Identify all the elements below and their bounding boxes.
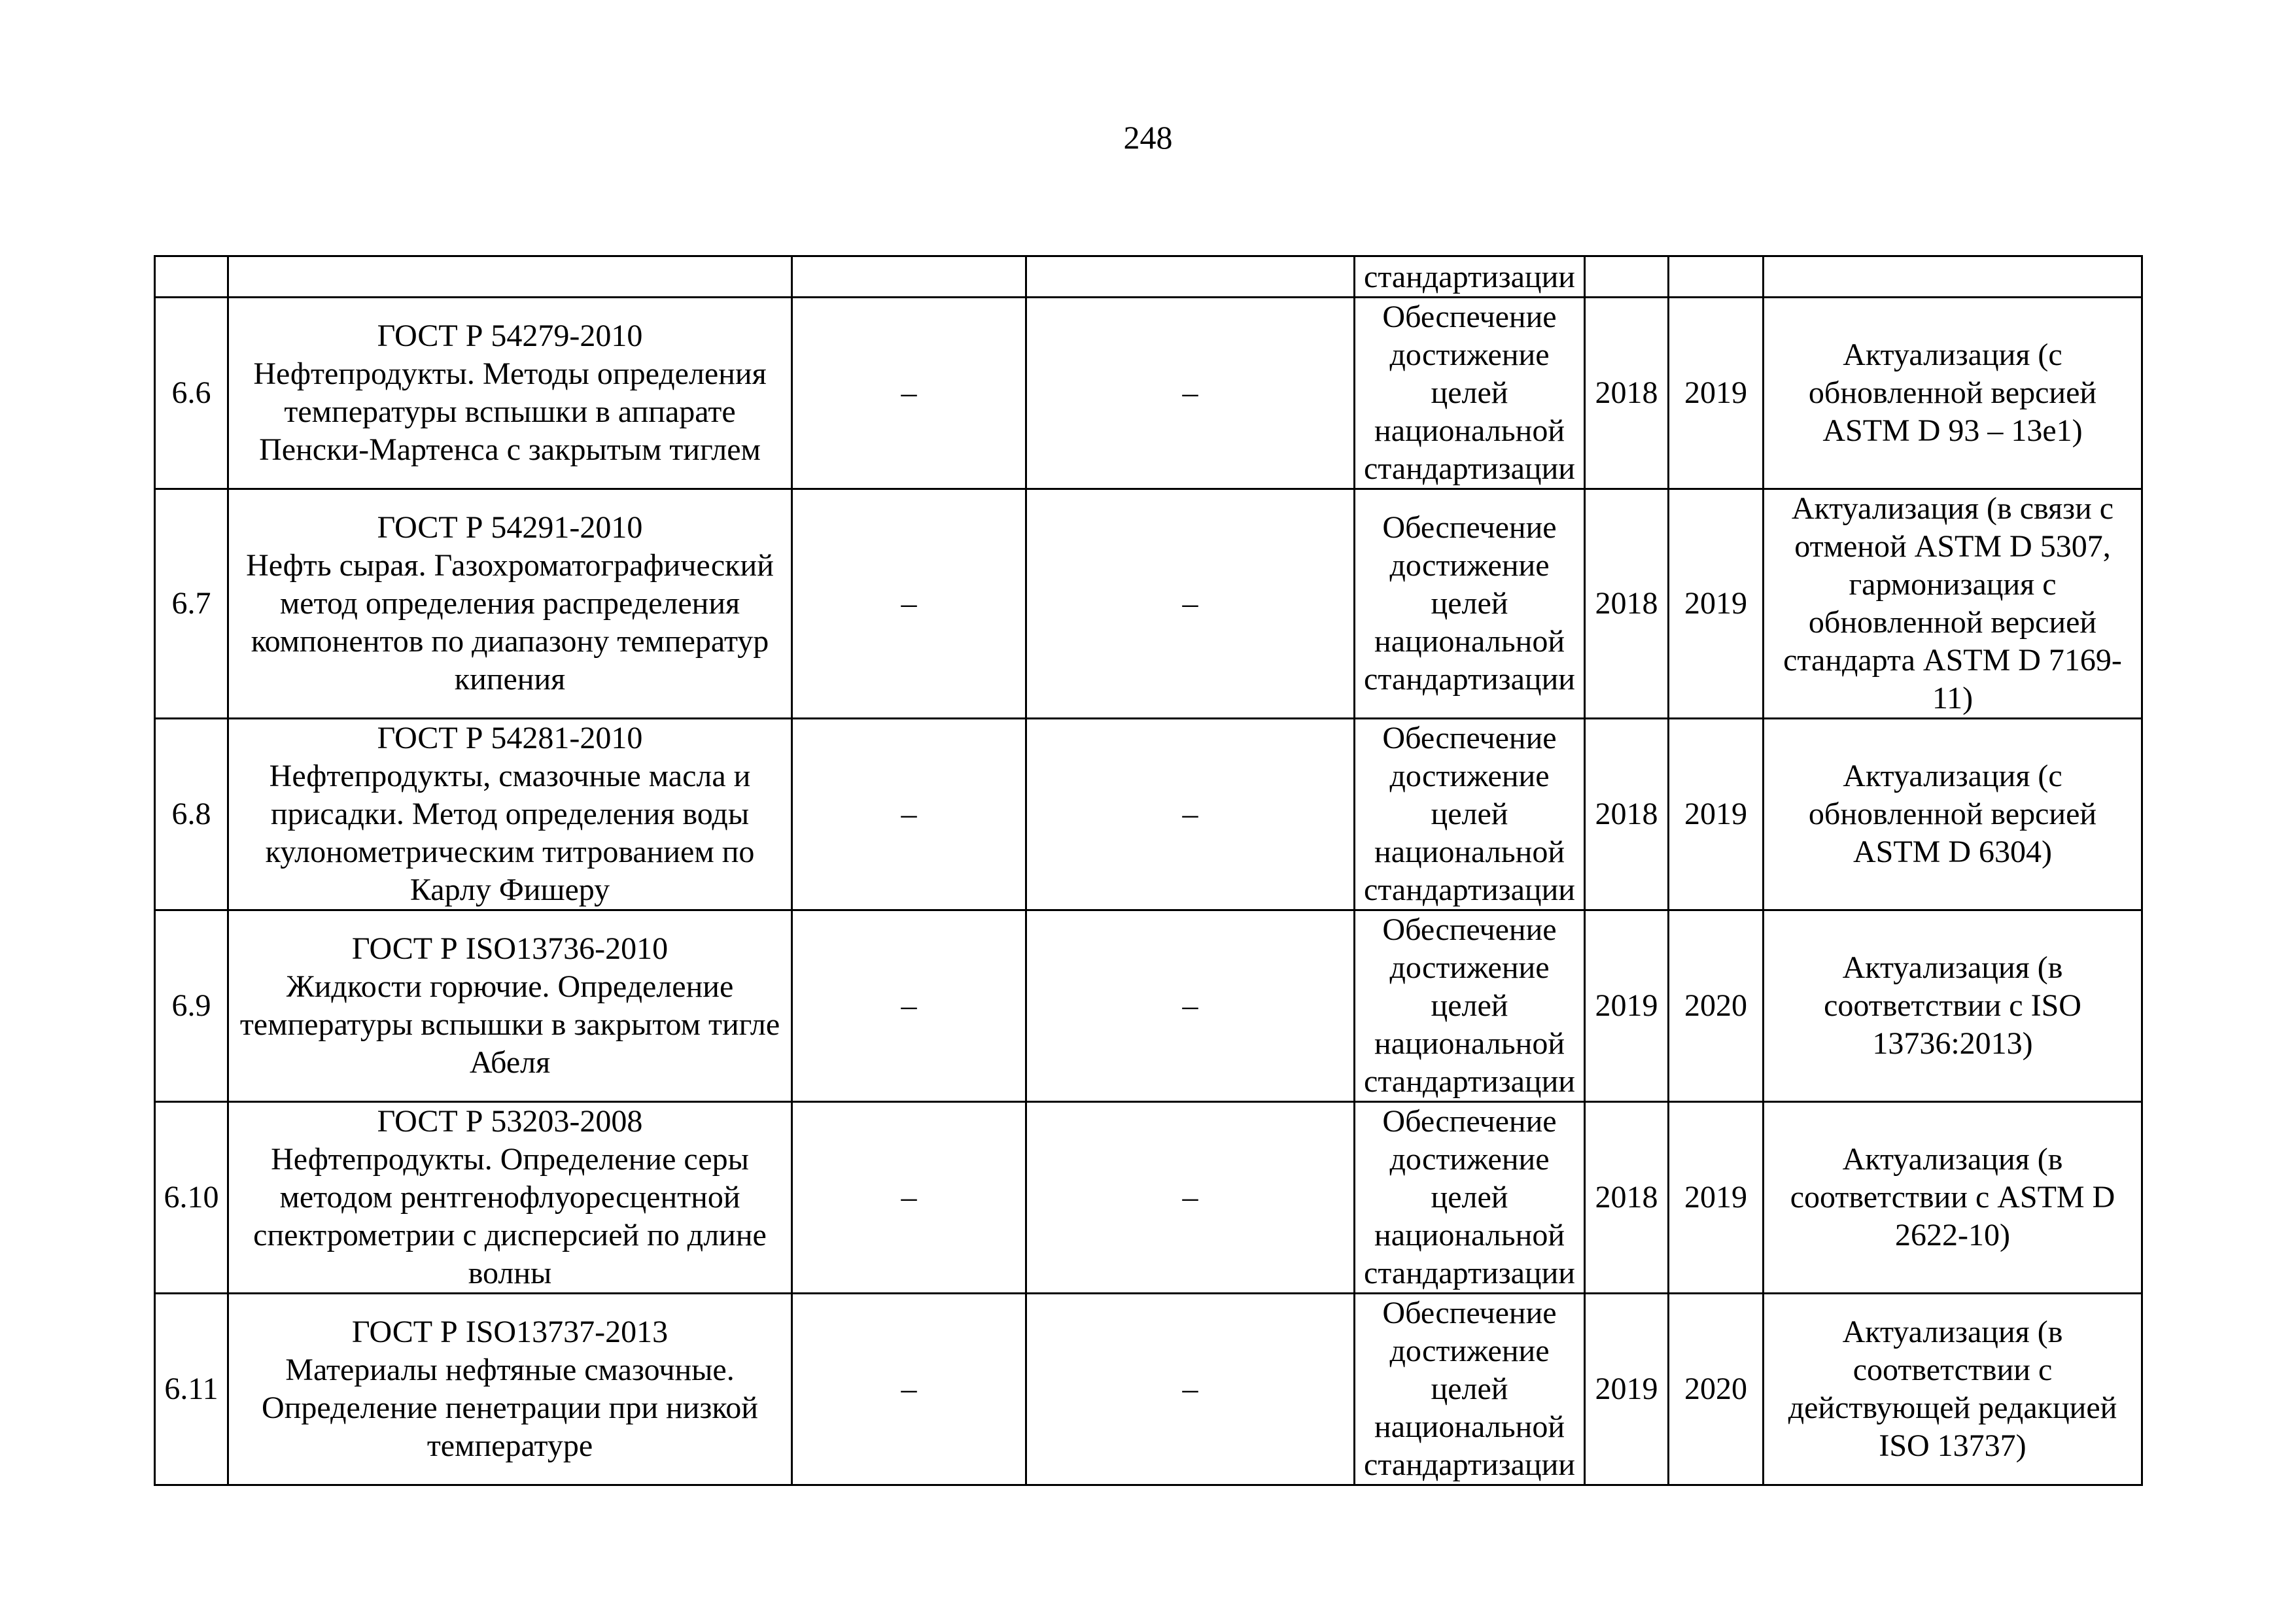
col3-cell: –	[792, 489, 1026, 719]
end-year-cell: 2019	[1669, 719, 1764, 910]
continuation-row	[155, 256, 2142, 298]
page-number: 248	[1123, 119, 1173, 156]
table-row	[155, 1294, 2142, 1485]
col4-cell: –	[1026, 910, 1355, 1102]
row-number: 6.11	[155, 1294, 228, 1485]
document-cell	[228, 298, 792, 489]
note-cell: Актуализация (в соответствии с действующей редакцией ISO 13737)	[1764, 1294, 2142, 1485]
note-cell: Актуализация (с обновленной версией ASTM D 93 – 13e1)	[1764, 298, 2142, 489]
document-cell	[228, 719, 792, 910]
document-title: Нефтепродукты, смазочные масла и присадки. Метод определения воды кулонометрическим титрованием по Карлу Фишеру	[265, 759, 755, 907]
cont-num-cell	[155, 256, 228, 298]
col4-cell: –	[1026, 719, 1355, 910]
purpose-cell: Обеспечение достижение целей национальной стандартизации	[1355, 1294, 1585, 1485]
cont-start-cell	[1585, 256, 1669, 298]
start-year-cell: 2019	[1585, 1294, 1669, 1485]
table-row	[155, 298, 2142, 489]
note-cell: Актуализация (в соответствии с ASTM D 2622-10)	[1764, 1102, 2142, 1294]
document-title: Нефтепродукты. Методы определения температуры вспышки в аппарате Пенски-Мартенса с закрытым тиглем	[253, 356, 767, 467]
document-cell	[228, 1102, 792, 1294]
note-cell: Актуализация (с обновленной версией ASTM D 6304)	[1764, 719, 2142, 910]
document-code: ГОСТ Р ISO13737-2013	[351, 1315, 669, 1349]
document-cell	[228, 489, 792, 719]
purpose-cell: Обеспечение достижение целей национальной стандартизации	[1355, 298, 1585, 489]
note-cell: Актуализация (в связи с отменой ASTM D 5307, гармонизация с обновленной версией стандарта ASTM D 7169-11)	[1764, 489, 2142, 719]
document-code: ГОСТ Р 53203-2008	[377, 1104, 643, 1139]
document-title: Нефть сырая. Газохроматографический метод определения распределения компонентов по диапазону температур кипения	[246, 548, 774, 697]
document-code: ГОСТ Р 54279-2010	[377, 319, 643, 353]
cont-col3-cell	[792, 256, 1026, 298]
standards-table	[154, 255, 2143, 1486]
purpose-cell: Обеспечение достижение целей национальной стандартизации	[1355, 489, 1585, 719]
col3-cell: –	[792, 298, 1026, 489]
start-year-cell: 2018	[1585, 489, 1669, 719]
col3-cell: –	[792, 1294, 1026, 1485]
cont-end-cell	[1669, 256, 1764, 298]
cont-purpose-cell: стандартизации	[1355, 256, 1585, 298]
start-year-cell: 2018	[1585, 298, 1669, 489]
document-title: Жидкости горючие. Определение температуры вспышки в закрытом тигле Абеля	[239, 969, 780, 1080]
col3-cell: –	[792, 719, 1026, 910]
start-year-cell: 2018	[1585, 719, 1669, 910]
start-year-cell: 2018	[1585, 1102, 1669, 1294]
table-row	[155, 910, 2142, 1102]
row-number: 6.10	[155, 1102, 228, 1294]
end-year-cell: 2019	[1669, 298, 1764, 489]
purpose-cell: Обеспечение достижение целей национальной стандартизации	[1355, 1102, 1585, 1294]
end-year-cell: 2020	[1669, 1294, 1764, 1485]
col4-cell: –	[1026, 298, 1355, 489]
row-number: 6.9	[155, 910, 228, 1102]
col3-cell: –	[792, 1102, 1026, 1294]
start-year-cell: 2019	[1585, 910, 1669, 1102]
document-code: ГОСТ Р ISO13736-2010	[351, 931, 669, 966]
table-row	[155, 1102, 2142, 1294]
document-code: ГОСТ Р 54281-2010	[377, 721, 643, 755]
table-row	[155, 719, 2142, 910]
document-cell	[228, 910, 792, 1102]
end-year-cell: 2019	[1669, 1102, 1764, 1294]
cont-col4-cell	[1026, 256, 1355, 298]
cont-doc-cell	[228, 256, 792, 298]
table-row	[155, 489, 2142, 719]
document-cell	[228, 1294, 792, 1485]
purpose-cell: Обеспечение достижение целей национальной стандартизации	[1355, 910, 1585, 1102]
col4-cell: –	[1026, 1102, 1355, 1294]
purpose-cell: Обеспечение достижение целей национальной стандартизации	[1355, 719, 1585, 910]
end-year-cell: 2019	[1669, 489, 1764, 719]
row-number: 6.7	[155, 489, 228, 719]
col4-cell: –	[1026, 489, 1355, 719]
note-cell: Актуализация (в соответствии с ISO 13736:2013)	[1764, 910, 2142, 1102]
col3-cell: –	[792, 910, 1026, 1102]
row-number: 6.6	[155, 298, 228, 489]
end-year-cell: 2020	[1669, 910, 1764, 1102]
row-number: 6.8	[155, 719, 228, 910]
document-code: ГОСТ Р 54291-2010	[377, 510, 643, 545]
col4-cell: –	[1026, 1294, 1355, 1485]
document-title: Нефтепродукты. Определение серы методом рентгенофлуоресцентной спектрометрии с дисперсией по длине волны	[253, 1142, 767, 1290]
document-title: Материалы нефтяные смазочные. Определение пенетрации при низкой температуре	[262, 1353, 758, 1463]
cont-note-cell	[1764, 256, 2142, 298]
